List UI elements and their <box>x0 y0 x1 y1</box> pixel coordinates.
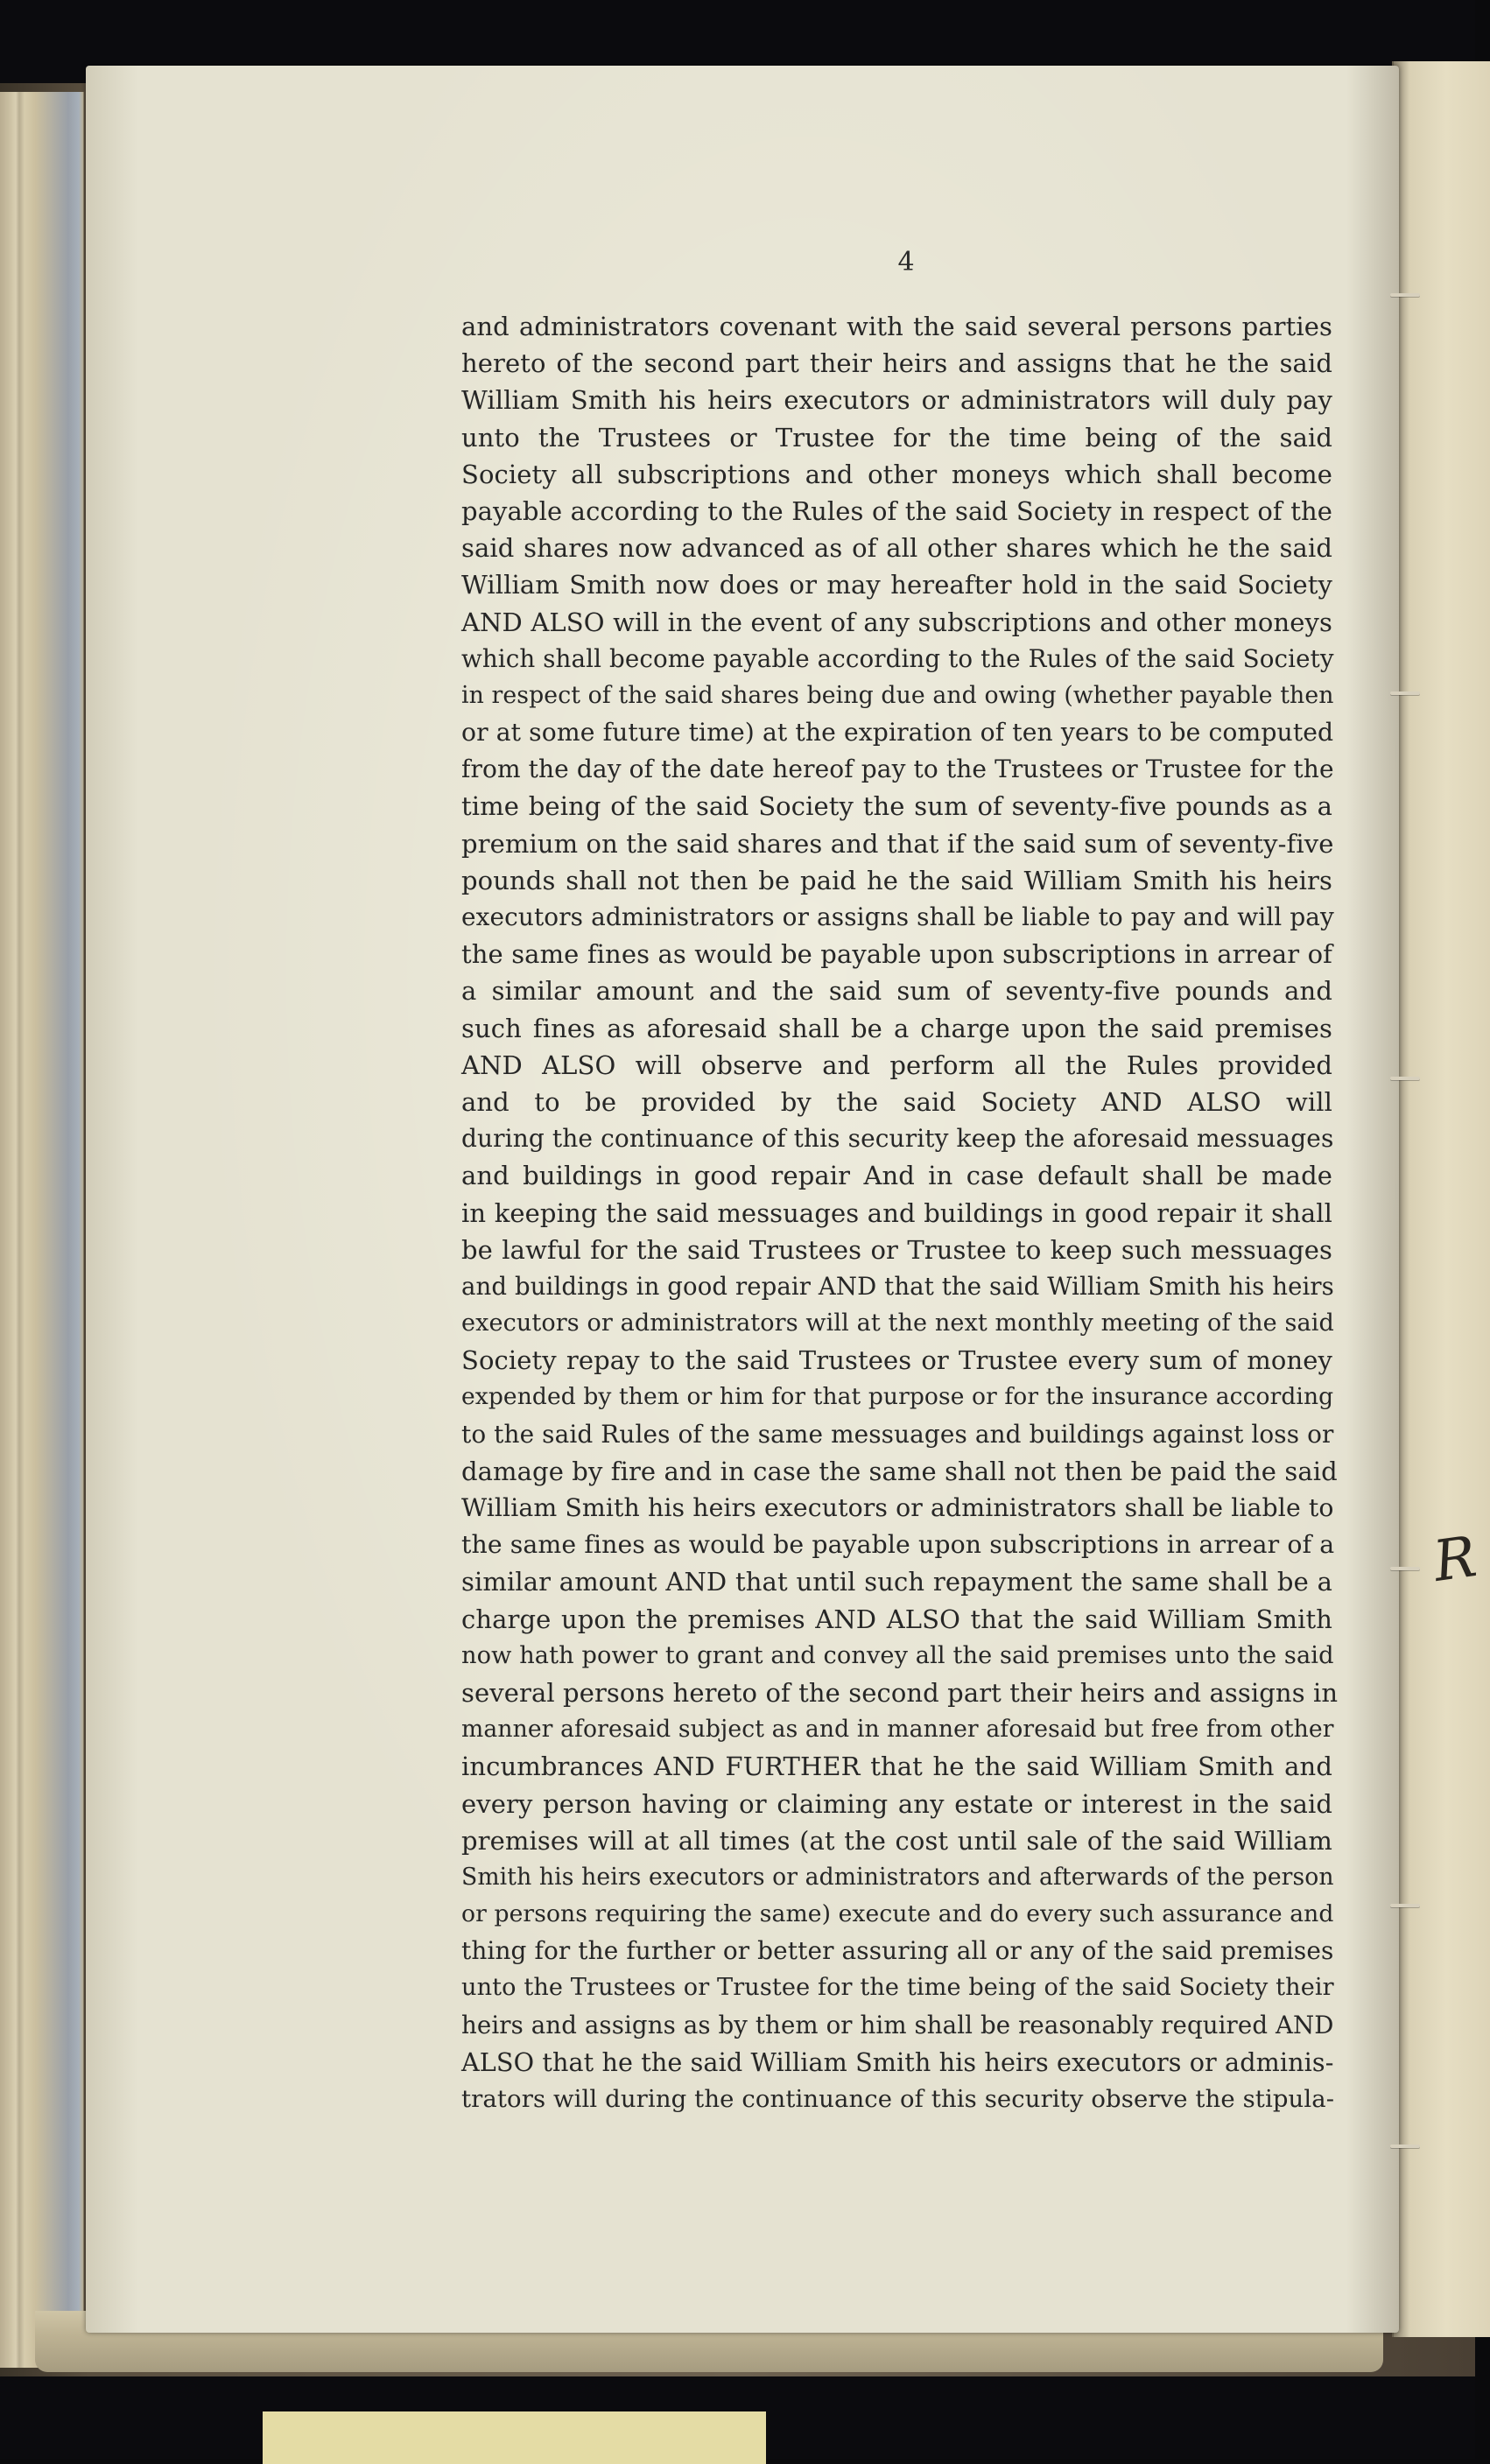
text-line: and buildings in good repair AND that the said William Smith his heirs <box>461 1272 1334 1301</box>
text-line: said shares now advanced as of all other shares which he the said <box>461 533 1332 564</box>
text-line: damage by fire and in case the same shall not then be paid the said <box>461 1456 1338 1486</box>
facing-page-margin-mark: R <box>1430 1525 1481 1595</box>
text-line: time being of the said Society the sum of seventy-five pounds as a <box>461 791 1332 822</box>
text-line: hereto of the second part their heirs and assigns that he the said <box>461 348 1332 379</box>
text-line: or at some future time) at the expiration of ten years to be computed <box>461 718 1334 748</box>
text-line: thing for the further or better assuring all or any of the said premises <box>461 1936 1334 1966</box>
text-line: premium on the said shares and that if the said sum of seventy-five <box>461 828 1334 859</box>
text-line: and buildings in good repair And in case default shall be made <box>461 1161 1332 1191</box>
text-line: AND ALSO will observe and perform all the Rules provided <box>461 1049 1332 1080</box>
text-line: Smith his heirs executors or administrators and afterwards of the person <box>461 1863 1334 1891</box>
page-number: 4 <box>897 247 915 277</box>
text-line: to the said Rules of the same messuages and buildings against loss or <box>461 1419 1334 1449</box>
text-line: the same fines as would be payable upon subscriptions in arrear of a <box>461 1530 1335 1560</box>
text-line: payable according to the Rules of the said Society in respect of the <box>461 495 1332 526</box>
text-line: a similar amount and the said sum of seventy-five pounds and <box>461 976 1332 1007</box>
binding-stitch <box>1390 1567 1420 1570</box>
text-line: manner aforesaid subject as and in manner aforesaid but free from other <box>461 1716 1334 1744</box>
text-line: in keeping the said messuages and buildings in good repair it shall <box>461 1197 1332 1228</box>
text-line: several persons hereto of the second part their heirs and assigns in <box>461 1677 1339 1708</box>
text-line: pounds shall not then be paid he the said William Smith his heirs <box>461 865 1332 895</box>
text-line: heirs and assigns as by them or him shall be reasonably required AND <box>461 2010 1334 2039</box>
text-line: Society all subscriptions and other moneys which shall become <box>461 459 1332 489</box>
text-line: premises will at all times (at the cost until sale of the said William <box>461 1825 1332 1856</box>
text-line: unto the Trustees or Trustee for the time being of the said Society their <box>461 1974 1334 2002</box>
binding-stitch <box>1390 1904 1420 1907</box>
bottom-label-strip <box>263 2411 766 2464</box>
text-line: or persons requiring the same) execute and do every such assurance and <box>461 1900 1334 1928</box>
text-line: which shall become payable according to the Rules of the said Society <box>461 643 1334 673</box>
text-line: such fines as aforesaid shall be a charge upon the said premises <box>461 1013 1332 1043</box>
text-line: charge upon the premises AND ALSO that the said William Smith <box>461 1604 1332 1634</box>
text-line: the same fines as would be payable upon subscriptions in arrear of <box>461 939 1332 970</box>
facing-page <box>1392 61 1490 2337</box>
text-line: during the continuance of this security keep the aforesaid messuages <box>461 1124 1334 1154</box>
text-line: unto the Trustees or Trustee for the time being of the said <box>461 422 1332 453</box>
text-line: in respect of the said shares being due and owing (whether payable then <box>461 681 1334 709</box>
text-line: incumbrances AND FURTHER that he the said William Smith and <box>461 1751 1332 1782</box>
binding-stitch <box>1390 293 1420 297</box>
text-line: executors administrators or assigns shall be liable to pay and will pay <box>461 902 1334 931</box>
text-line: AND ALSO will in the event of any subscriptions and other moneys <box>461 607 1332 637</box>
text-line: and to be provided by the said Society AND ALSO will <box>461 1086 1332 1117</box>
text-line: be lawful for the said Trustees or Trustee to keep such messuages <box>461 1234 1332 1265</box>
binding-stitch <box>1390 2145 1420 2148</box>
text-line: from the day of the date hereof pay to the Trustees or Trustee for the <box>461 755 1334 784</box>
text-line: William Smith his heirs executors or administrators will duly pay <box>461 385 1332 416</box>
text-line: now hath power to grant and convey all the said premises unto the said <box>461 1641 1334 1669</box>
body-text <box>461 308 1339 2117</box>
text-line: William Smith now does or may hereafter hold in the said Society <box>461 570 1332 600</box>
binding-stitch <box>1390 691 1420 695</box>
text-line: Society repay to the said Trustees or Trustee every sum of money <box>461 1345 1332 1376</box>
text-line: every person having or claiming any estate or interest in the said <box>461 1788 1332 1819</box>
binding-stitch <box>1390 1077 1420 1080</box>
text-line: executors or administrators will at the next monthly meeting of the said <box>461 1309 1334 1337</box>
text-line: expended by them or him for that purpose or for the insurance according <box>461 1383 1334 1411</box>
text-line: William Smith his heirs executors or administrators shall be liable to <box>461 1493 1334 1522</box>
text-line: trators will during the continuance of this security observe the stipula- <box>461 2085 1335 2113</box>
text-line: ALSO that he the said William Smith his heirs executors or adminis- <box>461 2046 1334 2077</box>
page-edge-stack <box>0 92 84 2368</box>
text-line: similar amount AND that until such repayment the same shall be a <box>461 1567 1332 1597</box>
text-line: and administrators covenant with the said several persons parties <box>461 312 1332 341</box>
